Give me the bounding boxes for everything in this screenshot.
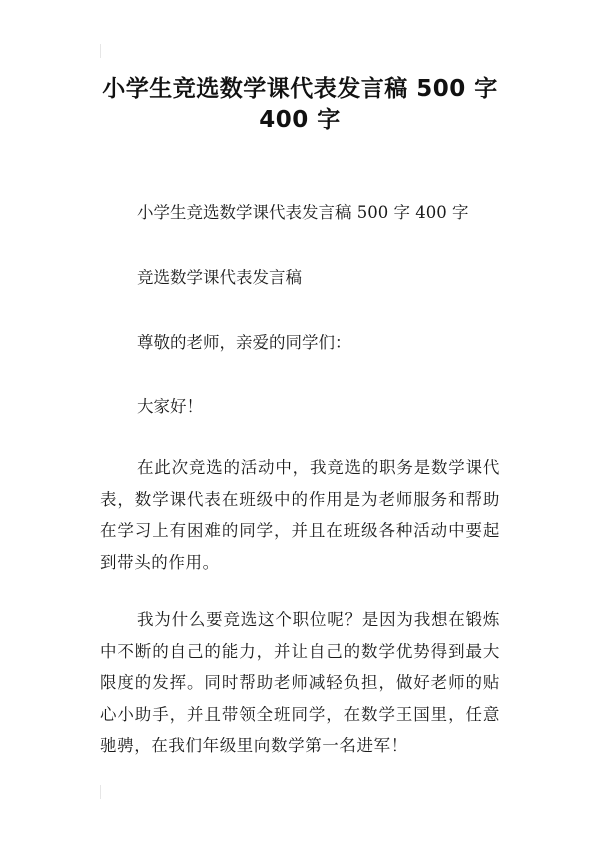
paragraph-2: 我为什么要竞选这个职位呢？是因为我想在锻炼中不断的自己的能力，并让自己的数学优势得到最大限度的发挥。同时帮助老师减轻负担，做好老师的贴心小助手，并且带领全班同学，在数学王国里，任意驰骋，在我们年级里向数学第一名进军！ — [100, 610, 500, 755]
greeting: 大家好！ — [137, 397, 203, 416]
paragraph-1: 在此次竞选的活动中，我竞选的职务是数学课代表，数学课代表在班级中的作用是为老师服务和帮助在学习上有困难的同学，并且在班级各种活动中要起到带头的作用。 — [100, 458, 500, 572]
document-title — [60, 74, 540, 136]
speech-heading: 竞选数学课代表发言稿 — [137, 268, 302, 287]
document-subtitle: 小学生竞选数学课代表发言稿 500 字 400 字 — [137, 203, 469, 222]
salutation: 尊敬的老师，亲爱的同学们： — [137, 333, 352, 352]
title-line-2: 400 字 — [259, 107, 341, 133]
margin-mark-bottom — [100, 785, 101, 799]
margin-mark-top — [100, 44, 101, 58]
title-line-1: 小学生竞选数学课代表发言稿 500 字 — [102, 76, 498, 102]
